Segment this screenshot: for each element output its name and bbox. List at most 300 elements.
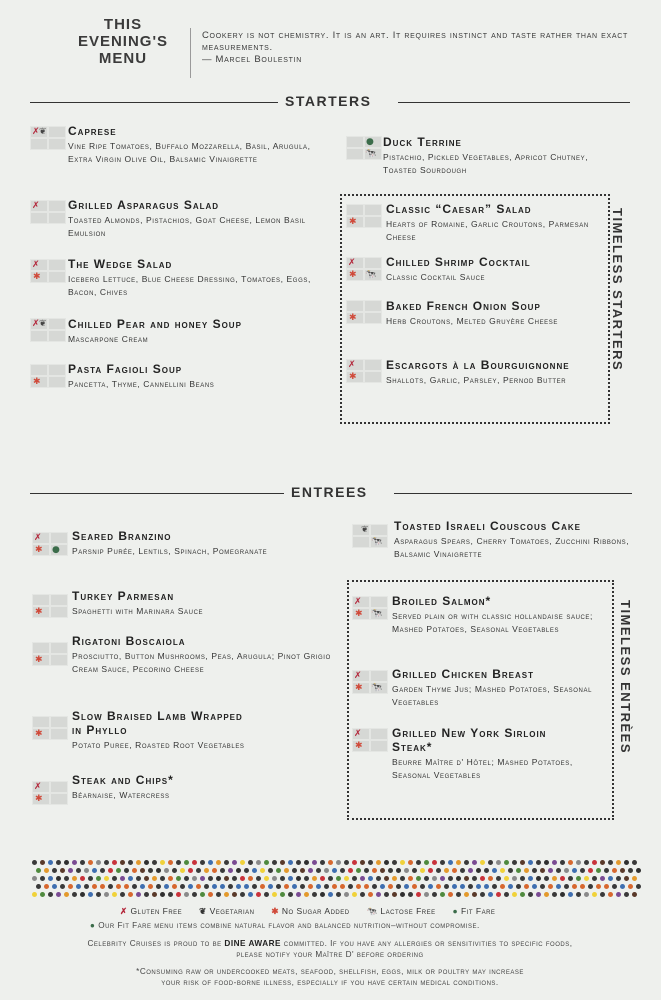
decorative-dot — [424, 892, 429, 897]
decorative-dot — [216, 876, 221, 881]
item-name: Grilled Asparagus Salad — [68, 198, 220, 212]
decorative-dot — [512, 860, 517, 865]
decorative-dot — [80, 860, 85, 865]
quote-text: Cookery is not chemistry. It is an art. It requires instinct and taste rather than exact measurements. — [202, 30, 628, 53]
decorative-dot — [512, 876, 517, 881]
decorative-dot — [388, 868, 393, 873]
decorative-dot — [332, 868, 337, 873]
decorative-dot — [48, 892, 53, 897]
decorative-dot — [588, 868, 593, 873]
fit-fare-icon: ● — [366, 137, 374, 147]
decorative-dot — [300, 884, 305, 889]
decorative-dot — [428, 868, 433, 873]
no-sugar-icon: ✱ — [35, 607, 43, 617]
decorative-dot — [268, 884, 273, 889]
decorative-dot — [420, 868, 425, 873]
decorative-dot — [360, 876, 365, 881]
menu-item — [72, 529, 332, 558]
dietary-icons — [346, 300, 382, 324]
decorative-dot — [64, 876, 69, 881]
decorative-dot — [588, 884, 593, 889]
decorative-dot — [428, 884, 433, 889]
decorative-dot — [280, 892, 285, 897]
decorative-dot — [68, 868, 73, 873]
decorative-dot — [412, 884, 417, 889]
decorative-dot — [624, 860, 629, 865]
dietary-icons — [32, 594, 68, 618]
decorative-dot — [36, 884, 41, 889]
decorative-dot — [196, 868, 201, 873]
decorative-dot — [96, 892, 101, 897]
no-sugar-icon: ✱ — [355, 609, 363, 619]
decorative-dot — [252, 868, 257, 873]
decorative-dot — [348, 868, 353, 873]
decorative-dot — [364, 868, 369, 873]
item-description: Asparagus Spears, Cherry Tomatoes, Zucchini Ribbons, Balsamic Vinaigrette — [394, 536, 630, 559]
decorative-dot — [568, 892, 573, 897]
starters-heading — [30, 93, 630, 109]
gluten-free-icon: ✗ — [34, 533, 42, 543]
decorative-dot — [460, 884, 465, 889]
decorative-dot — [76, 884, 81, 889]
decorative-dot — [336, 876, 341, 881]
decorative-dot — [192, 860, 197, 865]
decorative-dot — [480, 860, 485, 865]
decorative-dot — [520, 892, 525, 897]
decorative-dot — [124, 884, 129, 889]
menu-item — [386, 358, 591, 387]
decorative-dot — [584, 860, 589, 865]
decorative-dot — [248, 876, 253, 881]
item-name: Slow Braised Lamb Wrapped in Phyllo — [72, 709, 243, 737]
decorative-dot — [32, 892, 37, 897]
allergy-text: please notify your Maître D' before ordering — [236, 950, 424, 959]
decorative-dot — [492, 884, 497, 889]
decorative-dot — [628, 884, 633, 889]
decorative-dot — [272, 860, 277, 865]
decorative-dot — [440, 892, 445, 897]
decorative-dot — [308, 868, 313, 873]
decorative-dot — [392, 892, 397, 897]
heading-rule-right — [394, 493, 632, 494]
decorative-dot — [32, 860, 37, 865]
legend-fit-fare: ● Fit Fare — [452, 906, 496, 916]
decorative-dot — [276, 868, 281, 873]
decorative-dot — [568, 876, 573, 881]
decorative-dot — [496, 860, 501, 865]
decorative-dot — [612, 884, 617, 889]
decorative-dot — [432, 860, 437, 865]
decorative-dot — [80, 876, 85, 881]
dietary-icons — [346, 257, 382, 281]
item-name: Classic “Caesar” Salad — [386, 202, 532, 216]
item-name: Chilled Pear and honey Soup — [68, 317, 242, 331]
decorative-dot — [88, 876, 93, 881]
decorative-dot — [540, 884, 545, 889]
menu-item — [392, 594, 607, 635]
menu-item — [68, 198, 328, 239]
item-description: Shallots, Garlic, Parsley, Pernod Butter — [386, 375, 567, 385]
item-name: Toasted Israeli Couscous Cake — [394, 519, 582, 533]
decorative-dot — [112, 860, 117, 865]
decorative-dot — [192, 892, 197, 897]
decorative-dot — [96, 876, 101, 881]
decorative-dot — [432, 876, 437, 881]
decorative-dot — [624, 876, 629, 881]
decorative-dot — [112, 876, 117, 881]
decorative-dot — [256, 860, 261, 865]
decorative-dot — [440, 876, 445, 881]
decorative-dot — [240, 892, 245, 897]
decorative-dot — [60, 868, 65, 873]
decorative-dot — [156, 884, 161, 889]
vegetarian-icon: ❦ — [361, 525, 369, 535]
timeless-entrees-title: TIMELESS ENTRÈES — [618, 600, 633, 755]
decorative-dot — [132, 868, 137, 873]
decorative-dot — [576, 892, 581, 897]
decorative-dot — [72, 892, 77, 897]
decorative-dot — [136, 876, 141, 881]
no-sugar-icon: ✱ — [271, 906, 279, 916]
decorative-dot — [436, 868, 441, 873]
decorative-dot — [212, 868, 217, 873]
decorative-dot — [288, 892, 293, 897]
decorative-dot — [108, 868, 113, 873]
decorative-dot — [284, 868, 289, 873]
title-line: THIS — [103, 16, 143, 33]
decorative-dot — [80, 892, 85, 897]
dietary-icons — [30, 200, 66, 224]
decorative-dot — [396, 884, 401, 889]
legend-lactose-free: 🐄 Lactose Free — [366, 906, 436, 916]
decorative-dot — [56, 876, 61, 881]
decorative-dot — [312, 876, 317, 881]
decorative-dot — [100, 884, 105, 889]
decorative-dot — [352, 876, 357, 881]
dietary-legend — [120, 906, 580, 917]
decorative-dot — [444, 868, 449, 873]
decorative-dot — [504, 892, 509, 897]
item-description: Garden Thyme Jus; Mashed Potatoes, Seasonal Vegetables — [392, 684, 593, 707]
decorative-dot — [356, 868, 361, 873]
decorative-dot — [344, 876, 349, 881]
decorative-dot — [128, 876, 133, 881]
timeless-starters-title: TIMELESS STARTERS — [610, 208, 625, 372]
item-description: Parsnip Purée, Lentils, Spinach, Pomegranate — [72, 546, 268, 556]
decorative-dot — [520, 876, 525, 881]
decorative-dot — [352, 892, 357, 897]
decorative-dot — [296, 876, 301, 881]
decorative-dot — [392, 876, 397, 881]
lactose-free-icon: 🐄 — [371, 683, 383, 693]
decorative-dot — [132, 884, 137, 889]
decorative-dot — [532, 884, 537, 889]
item-description: Mascarpone Cream — [68, 334, 149, 344]
menu-item — [72, 709, 332, 752]
decorative-dot — [176, 892, 181, 897]
section-title: STARTERS — [285, 93, 372, 109]
decorative-dot — [48, 876, 53, 881]
decorative-dot — [200, 860, 205, 865]
dietary-icons — [32, 781, 68, 805]
decorative-dot — [372, 868, 377, 873]
item-description: Béarnaise, Watercress — [72, 790, 170, 800]
decorative-dot — [328, 892, 333, 897]
menu-item — [68, 362, 328, 391]
consumption-warning — [30, 966, 630, 988]
decorative-dot — [188, 884, 193, 889]
section-title: ENTREES — [291, 484, 368, 500]
decorative-dot — [416, 876, 421, 881]
warning-text: *Consuming raw or undercooked meats, seafood, shellfish, eggs, milk or poultry may increase — [136, 967, 524, 976]
decorative-dot — [36, 868, 41, 873]
decorative-dot — [136, 892, 141, 897]
item-name: Duck Terrine — [383, 135, 462, 149]
decorative-dot — [580, 868, 585, 873]
decorative-dot — [464, 860, 469, 865]
decorative-dot — [128, 892, 133, 897]
decorative-dot — [112, 892, 117, 897]
decorative-dot — [224, 892, 229, 897]
decorative-dot — [384, 860, 389, 865]
decorative-dot — [452, 868, 457, 873]
decorative-dot — [396, 868, 401, 873]
decorative-dot — [232, 860, 237, 865]
decorative-dot — [324, 884, 329, 889]
menu-item — [386, 299, 601, 328]
decorative-dot — [152, 892, 157, 897]
decorative-dot — [236, 884, 241, 889]
no-sugar-icon: ✱ — [349, 372, 357, 382]
decorative-dot — [384, 876, 389, 881]
decorative-dot — [64, 892, 69, 897]
decorative-dot — [116, 868, 121, 873]
decorative-dot — [104, 892, 109, 897]
decorative-dot — [612, 868, 617, 873]
decorative-dot — [616, 876, 621, 881]
dietary-icons — [32, 642, 68, 666]
menu-title — [60, 16, 186, 67]
decorative-dot — [540, 868, 545, 873]
menu-item — [392, 726, 587, 781]
decorative-dot — [380, 884, 385, 889]
decorative-dot — [220, 868, 225, 873]
decorative-dot — [400, 892, 405, 897]
decorative-dot — [516, 868, 521, 873]
decorative-dot — [416, 892, 421, 897]
decorative-dot — [288, 860, 293, 865]
decorative-dot — [564, 868, 569, 873]
decorative-dot — [108, 884, 113, 889]
heading-rule-right — [398, 102, 630, 103]
decorative-dot — [300, 868, 305, 873]
gluten-free-icon: ✗ — [32, 127, 40, 137]
decorative-dot — [52, 868, 57, 873]
legend-vegetarian: ❦ Vegetarian — [199, 906, 255, 916]
decorative-dot — [244, 884, 249, 889]
decorative-dot — [504, 876, 509, 881]
decorative-dot — [556, 884, 561, 889]
quote — [202, 30, 632, 66]
decorative-dot — [528, 892, 533, 897]
decorative-dot — [628, 868, 633, 873]
decorative-dot — [464, 876, 469, 881]
decorative-dot — [204, 884, 209, 889]
decorative-dot — [176, 860, 181, 865]
decorative-dot — [408, 876, 413, 881]
decorative-dot — [492, 868, 497, 873]
decorative-dot — [276, 884, 281, 889]
item-name: Grilled Chicken Breast — [392, 667, 535, 681]
decorative-dot — [100, 868, 105, 873]
dietary-icons — [352, 596, 388, 620]
dietary-icons — [346, 359, 382, 383]
decorative-dot — [560, 876, 565, 881]
vegetarian-icon: ❦ — [199, 906, 207, 916]
decorative-dot — [180, 884, 185, 889]
decorative-dot — [524, 884, 529, 889]
decorative-dot — [340, 884, 345, 889]
decorative-dot — [228, 884, 233, 889]
dietary-icons — [30, 318, 66, 342]
decorative-dot — [520, 860, 525, 865]
decorative-dot-band — [32, 860, 644, 904]
decorative-dot — [72, 860, 77, 865]
decorative-dot — [488, 876, 493, 881]
menu-item — [68, 257, 328, 298]
decorative-dot — [144, 860, 149, 865]
dietary-icons — [32, 532, 68, 556]
title-line: EVENING'S — [77, 33, 169, 50]
dietary-icons — [352, 670, 388, 694]
title-divider — [190, 28, 191, 78]
decorative-dot — [512, 892, 517, 897]
decorative-dot — [456, 876, 461, 881]
fit-fare-icon: ● — [52, 545, 60, 555]
decorative-dot — [364, 884, 369, 889]
legend-gluten-free: ✗ Gluten Free — [120, 906, 183, 916]
decorative-dot — [508, 868, 513, 873]
decorative-dot — [92, 884, 97, 889]
decorative-dot — [524, 868, 529, 873]
decorative-dot — [208, 876, 213, 881]
decorative-dot — [424, 860, 429, 865]
menu-item — [386, 255, 601, 284]
decorative-dot — [536, 876, 541, 881]
dietary-icons — [30, 364, 66, 388]
no-sugar-icon: ✱ — [35, 729, 43, 739]
lactose-free-icon: 🐄 — [365, 149, 377, 159]
decorative-dot — [164, 884, 169, 889]
decorative-dot — [632, 860, 637, 865]
decorative-dot — [536, 892, 541, 897]
heading-rule-left — [30, 493, 284, 494]
decorative-dot — [456, 860, 461, 865]
decorative-dot — [620, 884, 625, 889]
decorative-dot — [376, 892, 381, 897]
decorative-dot — [528, 860, 533, 865]
decorative-dot — [184, 876, 189, 881]
decorative-dot — [504, 860, 509, 865]
no-sugar-icon: ✱ — [33, 377, 41, 387]
decorative-dot — [476, 884, 481, 889]
decorative-dot — [172, 884, 177, 889]
decorative-dot — [168, 860, 173, 865]
fit-fare-icon: ● — [452, 906, 459, 916]
decorative-dot — [464, 892, 469, 897]
decorative-dot — [368, 860, 373, 865]
decorative-dot — [360, 860, 365, 865]
decorative-dot — [448, 876, 453, 881]
decorative-dot — [84, 868, 89, 873]
decorative-dot — [40, 892, 45, 897]
entrees-heading — [30, 484, 632, 500]
decorative-dot — [584, 876, 589, 881]
decorative-dot — [120, 876, 125, 881]
item-description: Iceberg Lettuce, Blue Cheese Dressing, Tomatoes, Eggs, Bacon, Chives — [68, 274, 311, 297]
lactose-free-icon: 🐄 — [366, 906, 378, 916]
menu-item — [394, 519, 639, 560]
decorative-dot — [56, 860, 61, 865]
decorative-dot — [156, 868, 161, 873]
decorative-dot — [340, 868, 345, 873]
decorative-dot — [352, 860, 357, 865]
decorative-dot — [496, 892, 501, 897]
no-sugar-icon: ✱ — [35, 794, 43, 804]
decorative-dot — [68, 884, 73, 889]
decorative-dot — [596, 868, 601, 873]
menu-item — [72, 589, 332, 618]
decorative-dot — [600, 892, 605, 897]
fit-fare-note — [90, 920, 610, 931]
decorative-dot — [212, 884, 217, 889]
decorative-dot — [48, 860, 53, 865]
decorative-dot — [88, 860, 93, 865]
decorative-dot — [480, 892, 485, 897]
decorative-dot — [128, 860, 133, 865]
decorative-dot — [236, 868, 241, 873]
decorative-dot — [320, 860, 325, 865]
decorative-dot — [572, 884, 577, 889]
decorative-dot — [272, 892, 277, 897]
decorative-dot — [296, 892, 301, 897]
decorative-dot — [636, 868, 641, 873]
decorative-dot — [336, 860, 341, 865]
gluten-free-icon: ✗ — [354, 729, 362, 739]
decorative-dot — [328, 860, 333, 865]
decorative-dot — [360, 892, 365, 897]
decorative-dot — [104, 876, 109, 881]
decorative-dot — [468, 884, 473, 889]
item-description: Pistachio, Pickled Vegetables, Apricot Chutney, Toasted Sourdough — [383, 152, 589, 175]
decorative-dot — [408, 860, 413, 865]
dietary-icons — [352, 524, 388, 548]
legend-no-sugar: ✱ No Sugar Added — [271, 906, 350, 916]
decorative-dot — [580, 884, 585, 889]
decorative-dot — [216, 892, 221, 897]
dietary-icons — [352, 728, 388, 752]
decorative-dot — [496, 876, 501, 881]
quote-attribution: — Marcel Boulestin — [202, 54, 302, 65]
gluten-free-icon: ✗ — [120, 906, 128, 916]
decorative-dot — [476, 868, 481, 873]
decorative-dot — [144, 876, 149, 881]
menu-item — [392, 667, 607, 708]
lactose-free-icon: 🐄 — [365, 270, 377, 280]
decorative-dot — [440, 860, 445, 865]
decorative-dot — [224, 876, 229, 881]
decorative-dot — [508, 884, 513, 889]
